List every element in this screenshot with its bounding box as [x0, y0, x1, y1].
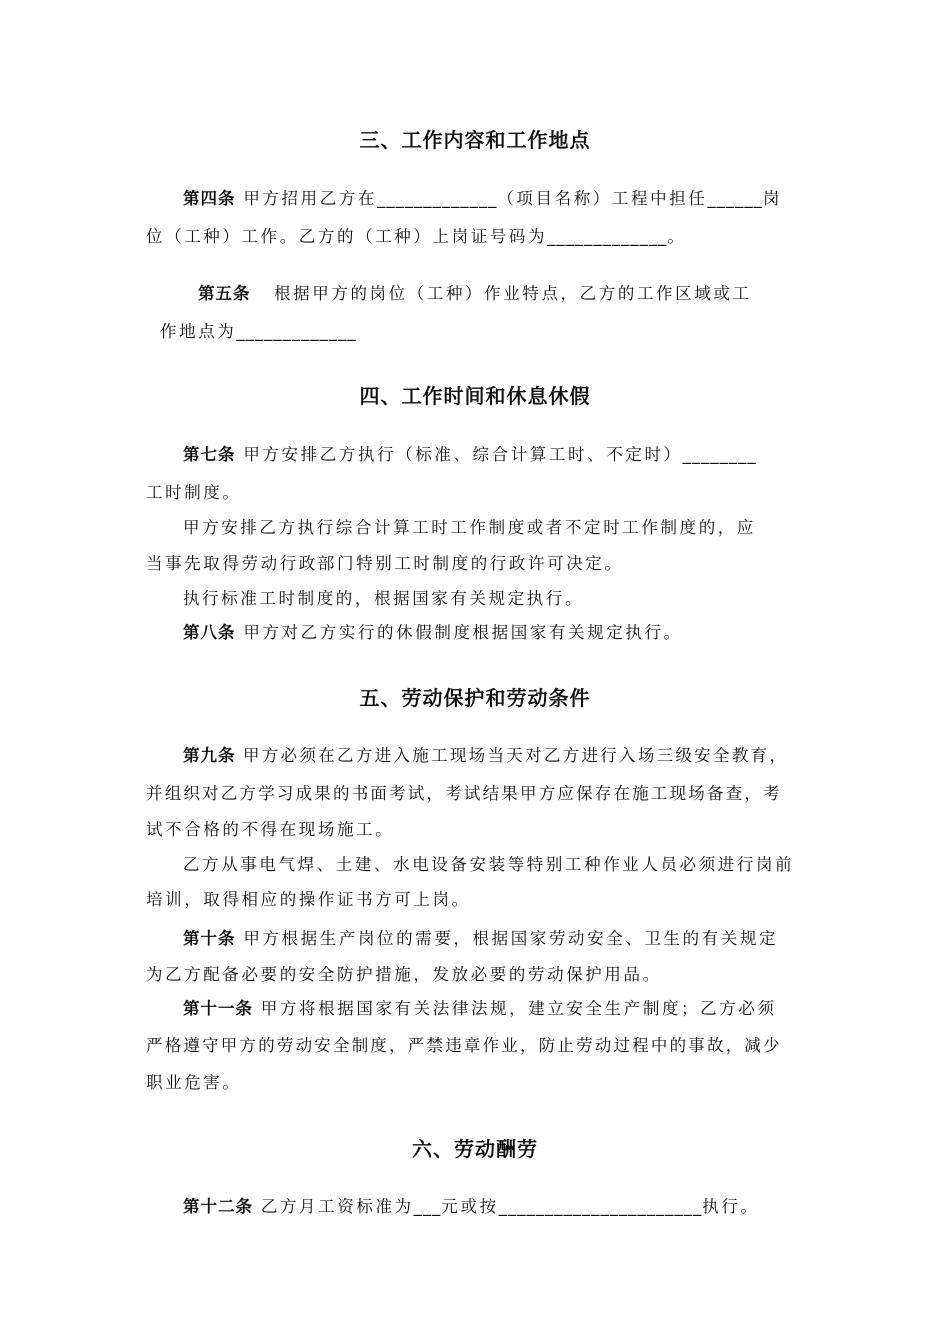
article-9-line-3: 试不合格的不得在现场施工。: [146, 820, 395, 839]
wage-standard-blank: ______________________: [498, 1197, 703, 1216]
article-9-line-1: [183, 744, 788, 768]
monthly-wage-blank: ___: [413, 1197, 442, 1216]
article-8-line: [183, 621, 683, 645]
article-10-text-a: 甲方根据生产岗位的需要，根据国家劳动安全、卫生的有关规定: [243, 929, 779, 948]
article-12-line: [183, 1195, 760, 1219]
section-heading-6: 六、劳动酬劳: [412, 1137, 538, 1161]
certificate-number-blank: _____________: [547, 227, 668, 246]
article-7-line-1: [183, 443, 757, 467]
article-8-label: 第八条: [183, 623, 236, 642]
article-7-para2-line-1: 甲方安排乙方执行综合计算工时工作制度或者不定时工作制度的，应: [183, 518, 756, 537]
article-5-line-2: [160, 320, 357, 344]
article-4-text-e: 。: [667, 227, 687, 246]
article-12-text-a: 乙方月工资标准为: [260, 1197, 414, 1216]
article-5-text-a: 根据甲方的岗位（工种）作业特点，乙方的工作区域或工: [274, 284, 752, 303]
article-10-line-2: 为乙方配备必要的安全防护措施，发放必要的劳动保护用品。: [146, 965, 662, 984]
article-10-line-1: [183, 927, 778, 951]
article-9-para2-line-1: 乙方从事电气焊、土建、水电设备安装等特别工种作业人员必须进行岗前: [183, 855, 795, 874]
article-11-label: 第十一条: [183, 999, 253, 1018]
article-11-line-1: [183, 997, 777, 1021]
article-5-line-1: [198, 282, 752, 306]
position-blank: ______: [707, 189, 763, 208]
work-hours-blank: ________: [682, 445, 757, 464]
article-11-line-3: 职业危害。: [146, 1073, 242, 1092]
article-7-line-2: 工时制度。: [146, 483, 242, 502]
section-heading-4: 四、工作时间和休息休假: [359, 384, 591, 408]
article-4-text-d: 位（工种）工作。乙方的（工种）上岗证号码为: [146, 227, 548, 246]
article-4-text-b: （项目名称）工程中担任: [497, 189, 708, 208]
article-11-line-2: 严格遵守甲方的劳动安全制度，严禁违章作业，防止劳动过程中的事故，减少: [146, 1036, 782, 1055]
article-12-text-b: 元或按: [441, 1197, 499, 1216]
article-9-label: 第九条: [183, 746, 236, 765]
article-7-text-a: 甲方安排乙方执行（标准、综合计算工时、不定时）: [243, 445, 683, 464]
section-heading-5: 五、劳动保护和劳动条件: [359, 686, 591, 710]
work-location-blank: _____________: [236, 322, 357, 341]
article-12-text-c: 执行。: [702, 1197, 760, 1216]
article-4-label: 第四条: [183, 189, 236, 208]
article-5-label: 第五条: [198, 284, 251, 303]
section-heading-3: 三、工作内容和工作地点: [359, 128, 591, 152]
article-7-para2-line-2: 当事先取得劳动行政部门特别工时制度的行政许可决定。: [146, 554, 624, 573]
article-11-text-a: 甲方将根据国家有关法律法规，建立安全生产制度；乙方必须: [260, 999, 777, 1018]
article-4-line-2: [146, 225, 686, 249]
article-9-para2-line-2: 培训，取得相应的操作证书方可上岗。: [146, 890, 471, 909]
article-9-line-2: 并组织对乙方学习成果的书面考试，考试结果甲方应保存在施工现场备查，考: [146, 784, 782, 803]
article-8-text: 甲方对乙方实行的休假制度根据国家有关规定执行。: [243, 623, 683, 642]
article-9-text-a: 甲方必须在乙方进入施工现场当天对乙方进行入场三级安全教育，: [243, 746, 789, 765]
project-name-blank: _____________: [377, 189, 498, 208]
article-7-label: 第七条: [183, 445, 236, 464]
article-4-text-c: 岗: [762, 189, 783, 208]
article-7-para3: 执行标准工时制度的，根据国家有关规定执行。: [183, 589, 585, 608]
article-5-text-b: 作地点为: [160, 322, 237, 341]
article-10-label: 第十条: [183, 929, 236, 948]
article-4-text-a: 甲方招用乙方在: [243, 189, 378, 208]
article-4-line-1: [183, 187, 782, 211]
article-12-label: 第十二条: [183, 1197, 253, 1216]
